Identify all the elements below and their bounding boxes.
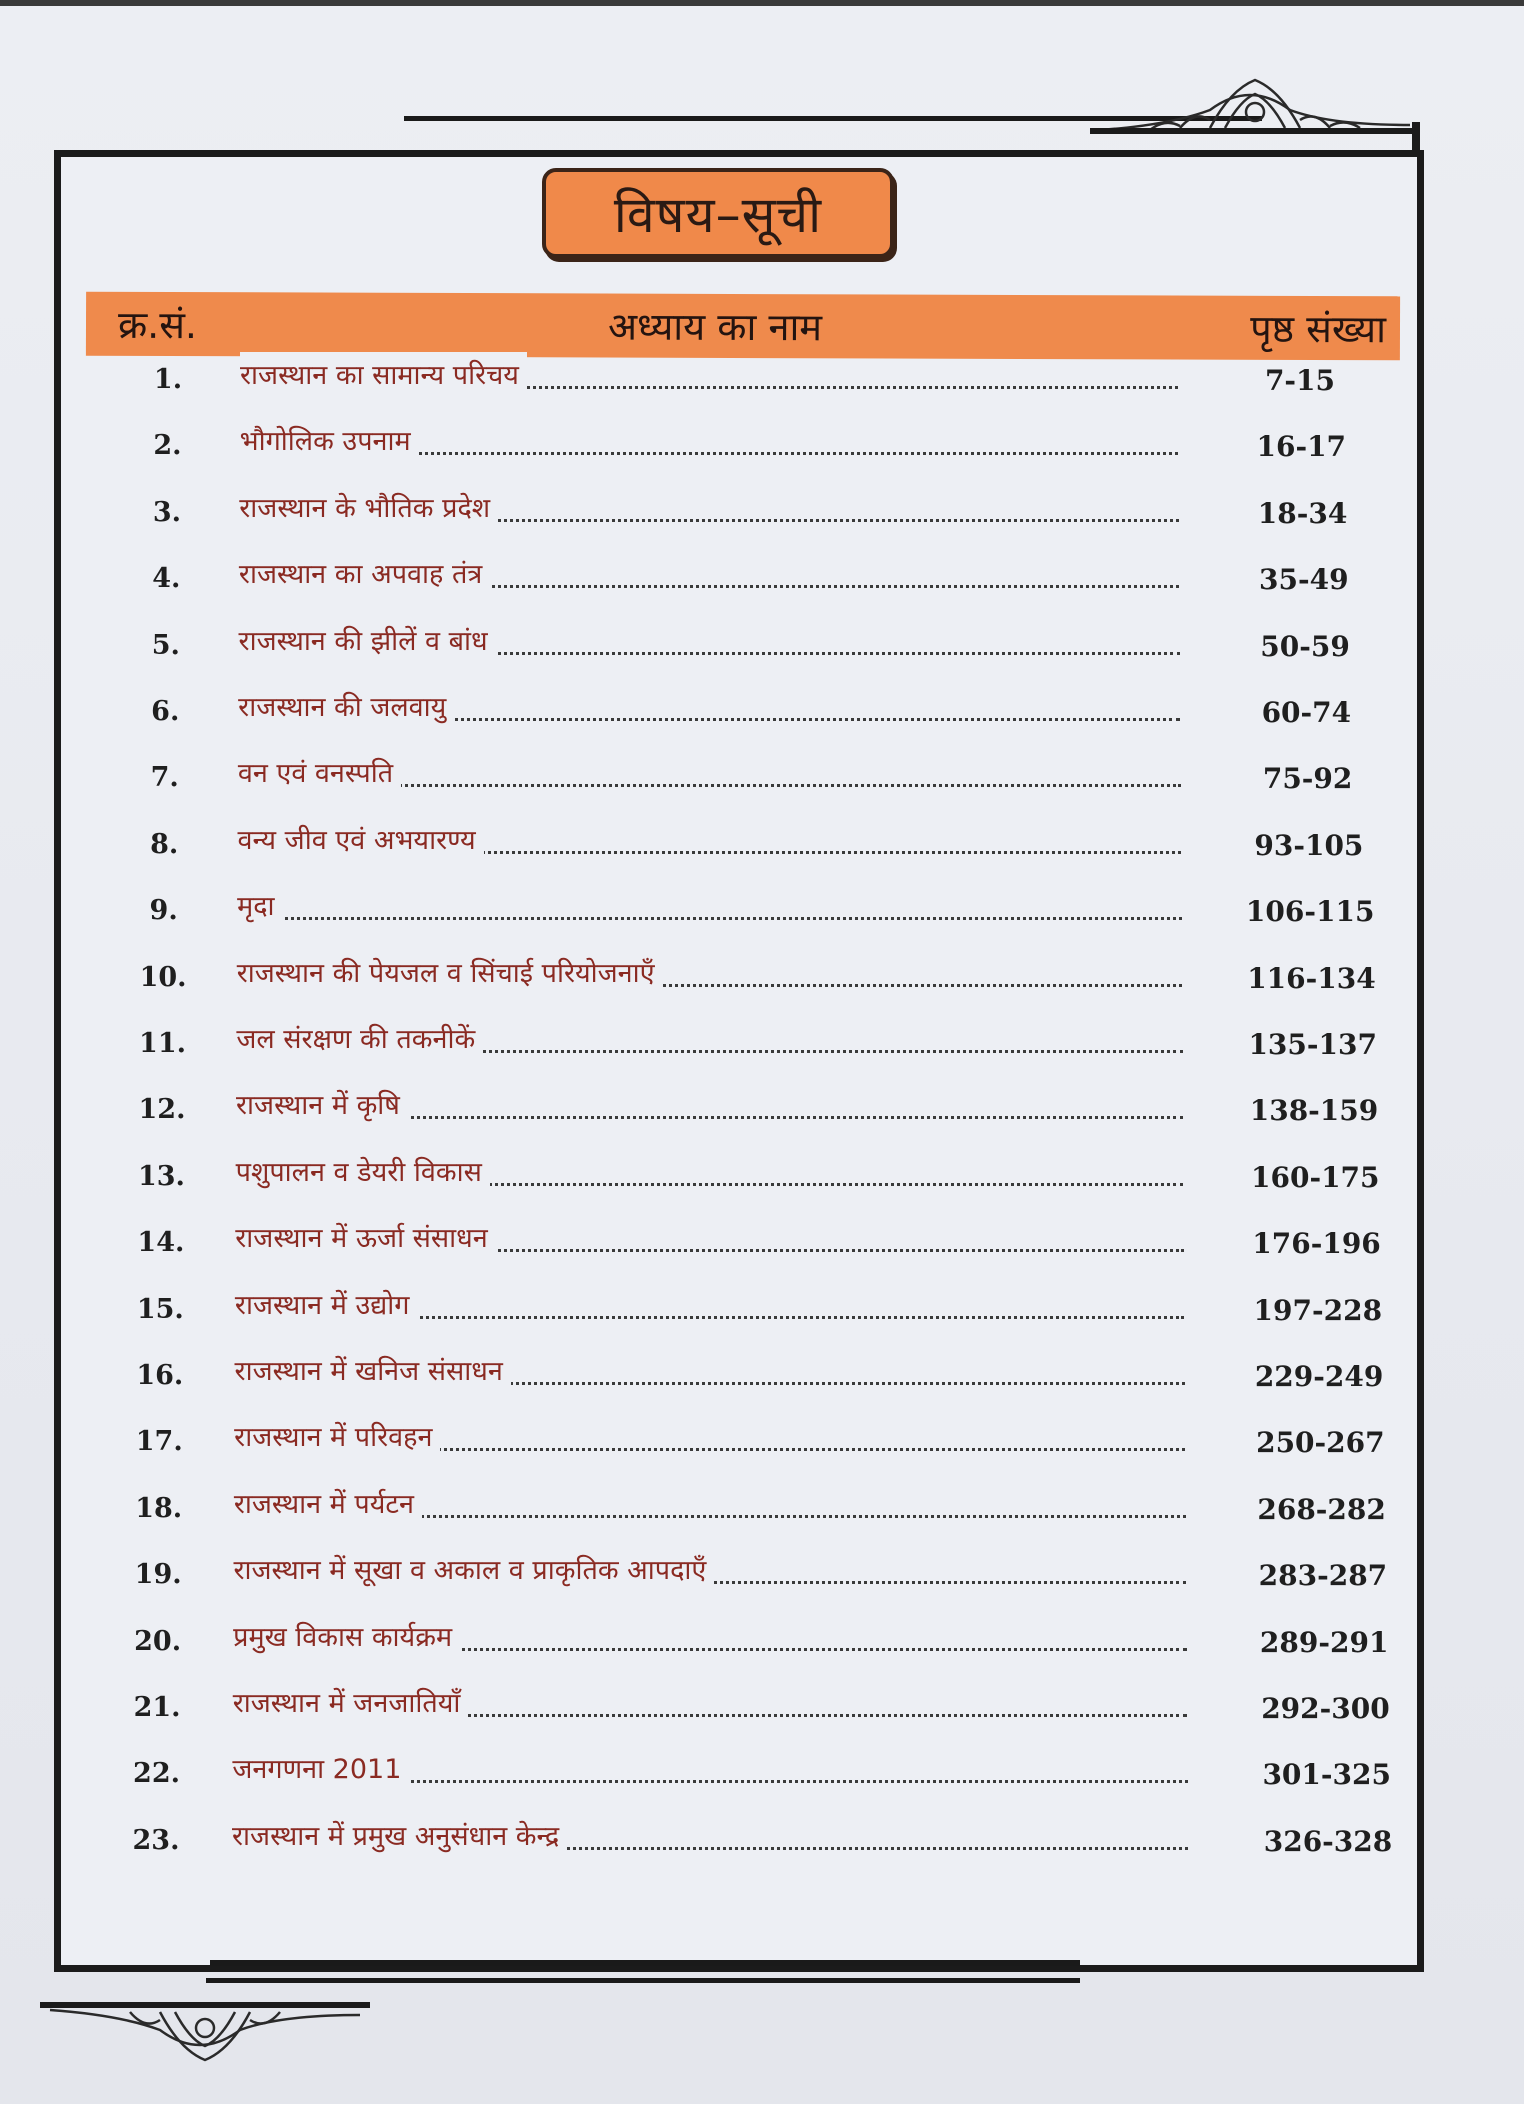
entry-number: 18. xyxy=(135,1492,183,1524)
page-range: 301-325 xyxy=(1262,1758,1391,1792)
page-range: 229-249 xyxy=(1254,1360,1384,1393)
list-item xyxy=(0,1414,1524,1464)
list-item xyxy=(0,1016,1524,1066)
page-range: 35-49 xyxy=(1259,563,1349,597)
list-item xyxy=(0,684,1524,734)
list-item xyxy=(0,1813,1524,1863)
list-item xyxy=(0,352,1524,402)
page-range: 283-287 xyxy=(1258,1559,1388,1593)
entry-number: 21. xyxy=(133,1692,181,1723)
page-range: 289-291 xyxy=(1259,1625,1389,1659)
entry-number: 16. xyxy=(136,1360,184,1391)
entry-number: 20. xyxy=(134,1625,182,1657)
entry-number: 22. xyxy=(133,1758,181,1790)
page-range: 75-92 xyxy=(1262,762,1353,796)
page-range: 7-15 xyxy=(1264,364,1336,397)
list-item xyxy=(0,817,1524,867)
chapter-name: राजस्थान में प्रमुख अनुसंधान केन्द्र xyxy=(232,1813,567,1853)
entry-number: 11. xyxy=(139,1028,187,1059)
chapter-name: जल संरक्षण की तकनीकें xyxy=(236,1016,483,1056)
list-item xyxy=(0,1481,1524,1531)
entry-number: 3. xyxy=(152,496,181,528)
chapter-name: राजस्थान में ऊर्जा संसाधन xyxy=(235,1215,495,1255)
page-range: 250-267 xyxy=(1256,1426,1385,1460)
chapter-name: वन एवं वनस्पति xyxy=(238,750,401,790)
page-range: 16-17 xyxy=(1256,430,1347,464)
list-item xyxy=(0,1282,1524,1332)
chapter-name: राजस्थान का सामान्य परिचय xyxy=(240,352,527,392)
chapter-name: राजस्थान का अपवाह तंत्र xyxy=(239,551,490,591)
page-range: 160-175 xyxy=(1251,1160,1380,1194)
chapter-name: राजस्थान के भौतिक प्रदेश xyxy=(239,485,498,525)
chapter-name: राजस्थान की पेयजल व सिंचाई परियोजनाएँ xyxy=(237,950,663,990)
page-title: विषय–सूची xyxy=(613,186,823,244)
entry-number: 13. xyxy=(137,1160,185,1192)
page-range: 268-282 xyxy=(1257,1492,1386,1526)
page-range: 60-74 xyxy=(1261,696,1352,729)
chapter-name: वन्य जीव एवं अभयारण्य xyxy=(237,817,483,857)
list-item xyxy=(0,883,1524,933)
entry-number: 19. xyxy=(134,1559,182,1591)
entry-number: 4. xyxy=(152,563,181,595)
list-item xyxy=(0,1746,1524,1796)
dot-leader xyxy=(237,917,1182,920)
page-range: 50-59 xyxy=(1260,629,1350,663)
list-item xyxy=(0,1082,1524,1132)
page-range: 116-134 xyxy=(1247,961,1376,995)
chapter-name: प्रमुख विकास कार्यक्रम xyxy=(233,1614,460,1654)
list-item xyxy=(0,1614,1524,1664)
header-chapter-name: अध्याय का नाम xyxy=(607,304,823,350)
entry-number: 23. xyxy=(132,1824,180,1856)
list-item xyxy=(0,1215,1524,1265)
chapter-name: राजस्थान की झीलें व बांध xyxy=(239,618,496,658)
entry-number: 2. xyxy=(153,430,182,462)
chapter-name: राजस्थान में परिवहन xyxy=(234,1414,440,1454)
list-item xyxy=(0,618,1524,668)
page-range: 292-300 xyxy=(1261,1692,1390,1725)
entry-number: 14. xyxy=(137,1227,185,1259)
entry-number: 7. xyxy=(150,762,179,794)
chapter-name: जनगणना 2011 xyxy=(232,1746,409,1786)
chapter-name: राजस्थान में पर्यटन xyxy=(234,1481,422,1521)
chapter-name: भौगोलिक उपनाम xyxy=(240,418,419,458)
chapter-name: पशुपालन व डेयरी विकास xyxy=(236,1149,490,1189)
chapter-name: राजस्थान में सूखा व अकाल व प्राकृतिक आपदाएँ xyxy=(233,1547,714,1587)
page-range: 197-228 xyxy=(1253,1293,1383,1327)
entry-number: 1. xyxy=(153,364,183,395)
page-range: 106-115 xyxy=(1245,895,1375,929)
list-item xyxy=(0,1348,1524,1398)
entry-number: 17. xyxy=(135,1426,183,1458)
page-range: 326-328 xyxy=(1263,1824,1393,1858)
list-item xyxy=(0,750,1524,800)
entry-number: 9. xyxy=(149,895,178,927)
header-serial: क्र.सं. xyxy=(117,302,198,348)
list-item xyxy=(0,1149,1524,1199)
page-range: 18-34 xyxy=(1257,496,1348,530)
chapter-name: राजस्थान में जनजातियाँ xyxy=(233,1680,469,1720)
list-item xyxy=(0,1680,1524,1730)
entry-number: 5. xyxy=(151,629,180,661)
chapter-name: राजस्थान में कृषि xyxy=(236,1082,408,1122)
page-range: 176-196 xyxy=(1252,1227,1381,1261)
entry-number: 8. xyxy=(150,828,179,860)
list-item xyxy=(0,551,1524,601)
chapter-name: मृदा xyxy=(237,883,282,923)
chapter-name: राजस्थान की जलवायु xyxy=(238,684,454,724)
list-item xyxy=(0,485,1524,535)
chapter-name: राजस्थान में खनिज संसाधन xyxy=(235,1348,511,1388)
entry-number: 12. xyxy=(138,1094,186,1126)
header-page-number: पृष्ठ संख्या xyxy=(1250,306,1387,352)
page-range: 93-105 xyxy=(1254,828,1364,862)
page-range: 138-159 xyxy=(1249,1094,1379,1128)
list-item xyxy=(0,1547,1524,1597)
entry-number: 15. xyxy=(136,1293,184,1325)
entry-number: 10. xyxy=(139,961,187,993)
list-item xyxy=(0,950,1524,1000)
list-item xyxy=(0,418,1524,468)
entry-number: 6. xyxy=(151,696,180,727)
chapter-name: राजस्थान में उद्योग xyxy=(235,1282,418,1322)
page-range: 135-137 xyxy=(1248,1028,1377,1061)
